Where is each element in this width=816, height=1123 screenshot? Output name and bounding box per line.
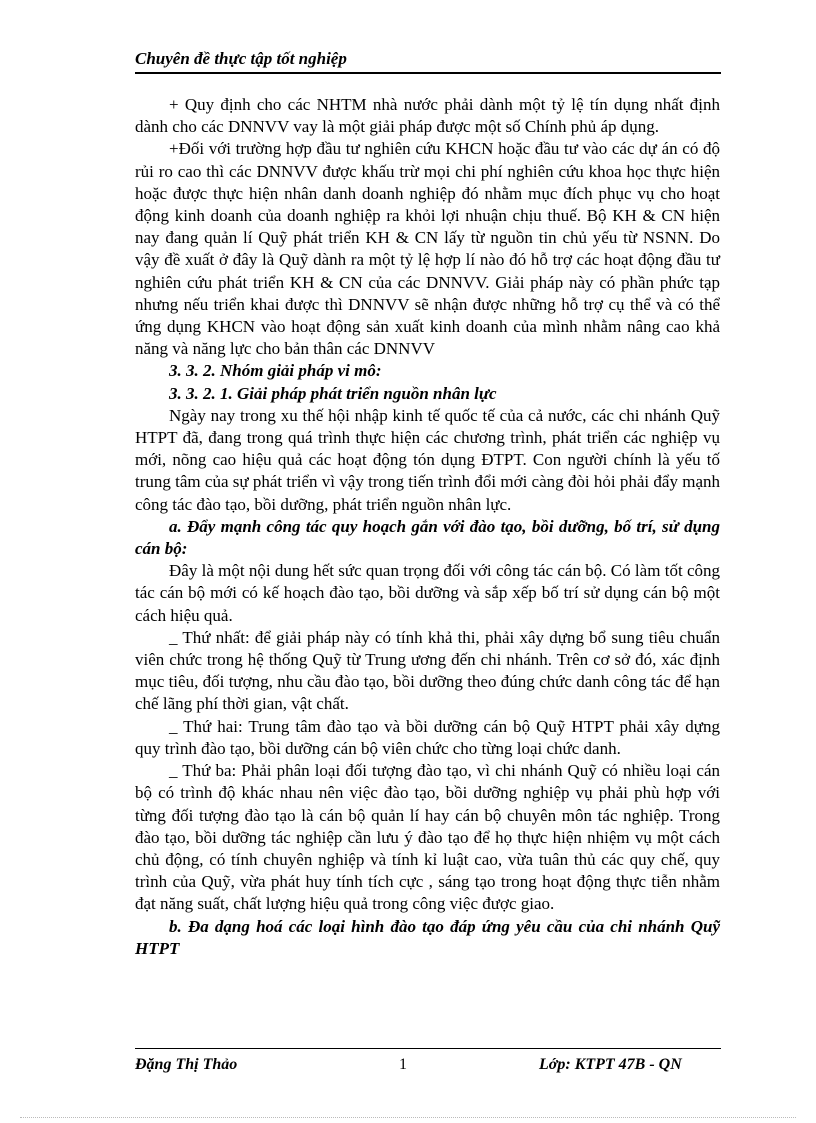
section-heading-micro: 3. 3. 2. Nhóm giải pháp vi mô: bbox=[169, 361, 382, 381]
page-number: 1 bbox=[399, 1056, 407, 1073]
page-bottom-dotted-line bbox=[20, 1117, 796, 1118]
footer-author: Đặng Thị Thảo bbox=[135, 1056, 238, 1073]
paragraph-khcn-investment: +Đối với trường hợp đầu tư nghiên cứu KHCN hoặc đầu tư vào các dự án có độ rủi ro cao thì các DNNVV được khấu trừ mọi chi phí nghiên cứu khoa học thực hiện hoặc được thực hiện nhân danh doanh nghiệp đó nhằm mục đích phục vụ cho hoạt động kinh doanh của doanh nghiệp ra khỏi lợi nhuận chịu thuế. Bộ KH & CN hiện nay đang quản lí Quỹ phát triển KH & CN lấy từ nguồn tin chủ yếu từ NSNN. Do vậy đề xuất ở đây là Quỹ dành ra một tỷ lệ hợp lí nào đó hỗ trợ các hoạt động đầu tư nghiên cứu phát triển KH & CN của các DNNVV. Giải pháp này có phần phức tạp nhưng nếu triển khai được thì DNNVV sẽ nhận được những hỗ trợ cụ thể và có thể ứng dụng KHCN vào hoạt động sản xuất kinh doanh của mình nhằm nâng cao khả năng và năng lực cho bản thân các DNNVV bbox=[135, 139, 720, 359]
footer-divider bbox=[135, 1048, 721, 1049]
paragraph-third: _ Thứ ba: Phải phân loại đối tượng đào tạo, vì chi nhánh Quỹ có nhiều loại cán bộ có trình độ khác nhau nên việc đào tạo, bồi dưỡng nghiệp vụ phải phù hợp với từng đối tượng đào tạo là cán bộ quản lí hay cán bộ chuyên môn tác nghiệp. Trong đào tạo, bồi dưỡng tác nghiệp cần lưu ý đào tạo để họ thực hiện nhiệm vụ một cách chủ động, có tính chuyên nghiệp và tính kỉ luật cao, vừa tuân thủ các quy chế, quy trình của Quỹ, vừa phát huy tính tích cực , sáng tạo trong hoạt động thực tiễn nhằm đạt năng suất, chất lượng hiệu quả trong công việc được giao. bbox=[135, 761, 720, 914]
paragraph-staff-importance: Đây là một nội dung hết sức quan trọng đối với công tác cán bộ. Có làm tốt công tác cán bộ mới có kế hoạch đào tạo, bồi dưỡng và sắp xếp bố trí sử dụng cán bộ một cách hiệu quả. bbox=[135, 561, 720, 625]
paragraph-second: _ Thứ hai: Trung tâm đào tạo và bồi dưỡng cán bộ Quỹ HTPT phải xây dựng quy trình đào tạo, bồi dưỡng cán bộ viên chức cho từng loại chức danh. bbox=[135, 716, 720, 758]
document-body bbox=[135, 94, 720, 960]
section-heading-hr: 3. 3. 2. 1. Giải pháp phát triển nguồn nhân lực bbox=[169, 383, 497, 403]
paragraph-quota-rule: + Quy định cho các NHTM nhà nước phải dành một tỷ lệ tín dụng nhất định dành cho các DNNVV vay là một giải pháp được một số Chính phủ áp dụng. bbox=[135, 95, 720, 137]
page-footer bbox=[135, 1054, 721, 1078]
subheading-b: b. Đa dạng hoá các loại hình đào tạo đáp ứng yêu cầu của chi nhánh Quỹ HTPT bbox=[135, 916, 720, 958]
subheading-a: a. Đẩy mạnh công tác quy hoạch gắn với đào tạo, bồi dưỡng, bố trí, sử dụng cán bộ: bbox=[135, 516, 720, 559]
paragraph-first: _ Thứ nhất: để giải pháp này có tính khả thi, phải xây dựng bổ sung tiêu chuẩn viên chức trong hệ thống Quỹ từ Trung ương đến chi nhánh. Trên cơ sở đó, xác định mục tiêu, đối tượng, nhu cầu đào tạo, bồi dưỡng theo đúng chức danh công tác để hạn chế lãng phí thời gian, vật chất. bbox=[135, 627, 720, 714]
paragraph-hr-intro: Ngày nay trong xu thế hội nhập kinh tế quốc tế của cả nước, các chi nhánh Quỹ HTPT đã, đang trong quá trình thực hiện các chương trình, phát triển các nghiệp vụ mới, nõng cao hiệu quả các hoạt động tón dụng ĐTPT. Con người chính là yếu tố trung tâm của sự phát triển vì vậy trong tiến trình đổi mới càng đòi hỏi phải đẩy mạnh công tác đào tạo, bồi dưỡng, phát triển nguồn nhân lực. bbox=[135, 405, 720, 514]
footer-class: Lớp: KTPT 47B - QN bbox=[539, 1056, 682, 1073]
page-header-title: Chuyên đề thực tập tốt nghiệp bbox=[135, 48, 721, 74]
